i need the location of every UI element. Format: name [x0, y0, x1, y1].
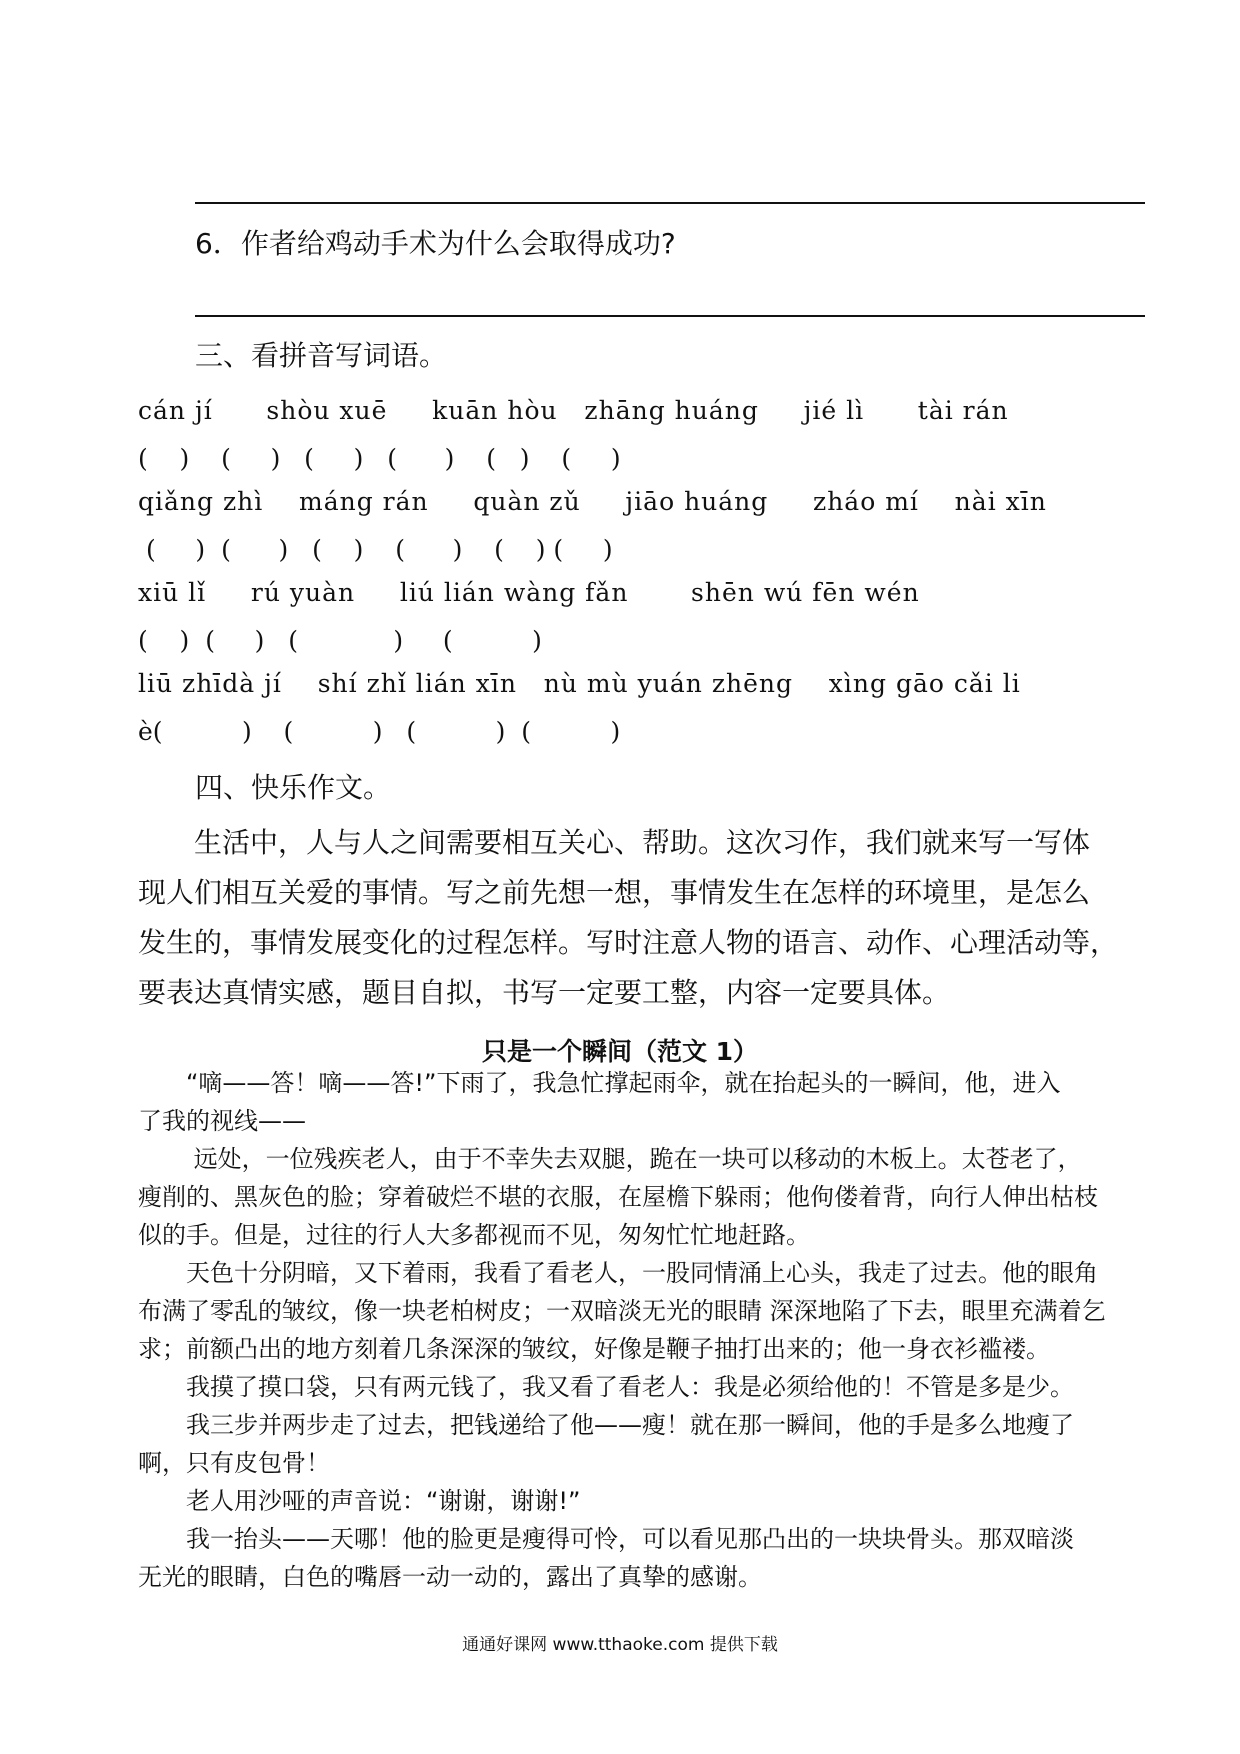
- essay-line: 似的手。但是，过往的行人大多都视而不见，匆匆忙忙地赶路。: [138, 1221, 810, 1249]
- section-3-title: 三、看拼音写词语。: [195, 339, 448, 372]
- composition-prompt: [138, 818, 1148, 1018]
- essay-line: 了我的视线——: [138, 1107, 306, 1135]
- essay-line: 我摸了摸口袋，只有两元钱了，我又看了看老人：我是必须给他的！不管是多是少。: [138, 1373, 1074, 1401]
- prompt-line: 发生的，事情发展变化的过程怎样。写时注意人物的语言、动作、心理活动等，: [138, 926, 1119, 959]
- essay-title: 只是一个瞬间（范文 1）: [481, 1037, 759, 1066]
- pinyin-row-1: cán jí shòu xuē kuān hòu zhāng huáng jié lì tài rán: [138, 396, 1009, 425]
- essay-line: 无光的眼睛，白色的嘴唇一动一动的，露出了真挚的感谢。: [138, 1563, 762, 1591]
- essay-body: [138, 1064, 1106, 1596]
- essay-line: 天色十分阴暗，又下着雨，我看了看老人，一股同情涌上心头，我走了过去。他的眼角: [138, 1259, 1098, 1287]
- footer-source: 通通好课网 www.tthaoke.com 提供下载: [462, 1635, 778, 1655]
- essay-line: 老人用沙哑的声音说：“谢谢，谢谢!”: [138, 1487, 581, 1515]
- essay-line: 求；前额凸出的地方刻着几条深深的皱纹，好像是鞭子抽打出来的；他一身衣衫褴褛。: [138, 1335, 1050, 1363]
- pinyin-row-4: liū zhīdà jí shí zhǐ lián xīn nù mù yuán zhēng xìng gāo cǎi li: [138, 669, 1021, 698]
- pinyin-row-3: xiū lǐ rú yuàn liú lián wàng fǎn shēn wú fēn wén: [138, 578, 920, 607]
- essay-line: “嘀——答！嘀——答!”下雨了，我急忙撑起雨伞，就在抬起头的一瞬间，他，进入: [138, 1069, 1061, 1097]
- answer-line-5: [195, 202, 1145, 204]
- essay-line: 远处，一位残疾老人，由于不幸失去双腿，跪在一块可以移动的木板上。太苍老了，: [138, 1145, 1082, 1173]
- prompt-line: 生活中，人与人之间需要相互关心、帮助。这次习作，我们就来写一写体: [138, 826, 1091, 859]
- essay-line: 啊，只有皮包骨！: [138, 1449, 330, 1477]
- essay-line: 瘦削的、黑灰色的脸；穿着破烂不堪的衣服，在屋檐下躲雨；他佝偻着背，向行人伸出枯枝: [138, 1183, 1098, 1211]
- essay-line: 布满了零乱的皱纹，像一块老柏树皮；一双暗淡无光的眼睛 深深地陷了下去，眼里充满着乞: [138, 1297, 1106, 1325]
- paren-row-4: è( ) ( ) ( ) ( ): [138, 717, 621, 746]
- essay-line: 我三步并两步走了过去，把钱递给了他——瘦！就在那一瞬间，他的手是多么地瘦了: [138, 1411, 1074, 1439]
- essay-line: 我一抬头——天哪！他的脸更是瘦得可怜，可以看见那凸出的一块块骨头。那双暗淡: [138, 1525, 1074, 1553]
- paren-row-3: ( ) ( ) ( ) ( ): [138, 626, 542, 655]
- section-4-title: 四、快乐作文。: [195, 771, 392, 804]
- answer-line-6: [195, 315, 1145, 317]
- prompt-line: 现人们相互关爱的事情。写之前先想一想，事情发生在怎样的环境里，是怎么: [138, 876, 1091, 909]
- question-6: 6．作者给鸡动手术为什么会取得成功?: [195, 227, 676, 260]
- paren-row-1: ( ) ( ) ( ) ( ) ( ) ( ): [138, 444, 621, 473]
- prompt-line: 要表达真情实感，题目自拟，书写一定要工整，内容一定要具体。: [138, 976, 951, 1009]
- pinyin-row-2: qiǎng zhì máng rán quàn zǔ jiāo huáng zháo mí nài xīn: [138, 487, 1047, 516]
- paren-row-2: ( ) ( ) ( ) ( ) ( ) ( ): [138, 535, 613, 564]
